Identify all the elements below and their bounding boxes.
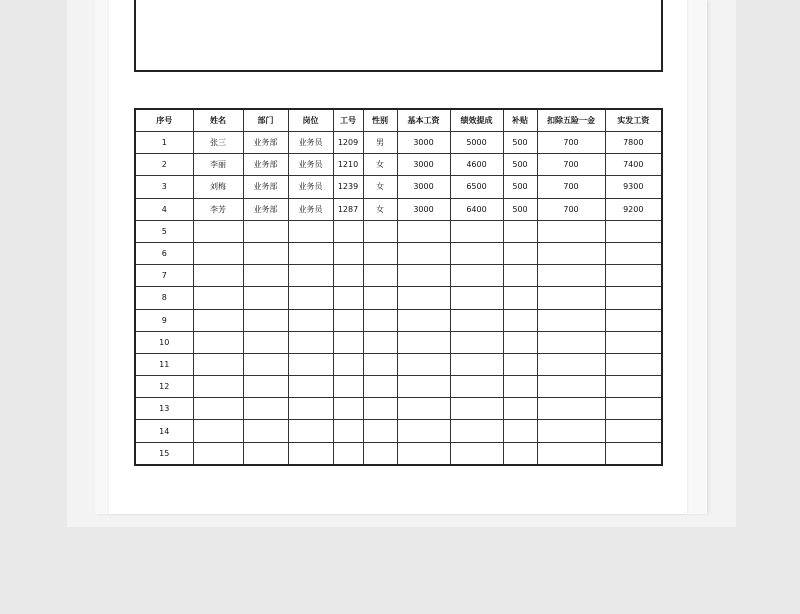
table-cell: 10 [135,331,193,353]
table-cell [288,442,333,465]
table-cell [537,398,605,420]
table-cell [503,420,537,442]
table-row [135,442,662,465]
table-cell [397,353,450,375]
table-cell: 3000 [397,132,450,154]
table-cell [193,353,243,375]
table-cell: 男 [363,132,397,154]
table-cell: 12 [135,376,193,398]
table-row [135,287,662,309]
table-body [135,132,662,466]
table-cell [288,265,333,287]
table-cell [288,353,333,375]
table-cell [503,331,537,353]
table-cell: 1209 [333,132,363,154]
header-cell: 姓名 [193,109,243,132]
table-cell [537,331,605,353]
table-cell [193,442,243,465]
table-cell [605,376,662,398]
table-cell: 张三 [193,132,243,154]
table-cell [537,265,605,287]
table-cell [397,287,450,309]
table-cell: 李丽 [193,154,243,176]
table-cell [450,265,503,287]
table-cell [333,220,363,242]
table-row [135,132,662,154]
table-cell: 11 [135,353,193,375]
table-cell [537,220,605,242]
table-row [135,420,662,442]
table-cell: 13 [135,398,193,420]
table-row [135,265,662,287]
table-cell [193,398,243,420]
table-cell [503,242,537,264]
table-cell [450,309,503,331]
table-cell: 14 [135,420,193,442]
table-cell [397,398,450,420]
table-cell [333,398,363,420]
table-row [135,353,662,375]
table-cell [537,353,605,375]
salary-table [134,108,663,466]
table-cell [450,331,503,353]
table-cell [243,376,288,398]
table-cell [605,420,662,442]
table-cell [537,287,605,309]
table-cell [450,287,503,309]
table-cell [288,220,333,242]
table-cell: 业务部 [243,176,288,198]
table-cell: 6 [135,242,193,264]
header-cell: 扣除五险一金 [537,109,605,132]
table-cell [363,398,397,420]
table-cell: 4600 [450,154,503,176]
table-cell: 7400 [605,154,662,176]
table-cell: 6400 [450,198,503,220]
table-row [135,242,662,264]
table-cell [450,242,503,264]
table-cell: 业务部 [243,154,288,176]
table-cell: 业务员 [288,132,333,154]
table-cell [243,398,288,420]
table-row [135,220,662,242]
table-cell [397,376,450,398]
table-cell [288,420,333,442]
table-cell [503,442,537,465]
table-cell: 700 [537,198,605,220]
table-cell: 500 [503,132,537,154]
table-cell [363,376,397,398]
table-cell [363,420,397,442]
table-cell: 业务员 [288,176,333,198]
table-cell: 15 [135,442,193,465]
table-cell [288,287,333,309]
table-cell: 1210 [333,154,363,176]
header-cell: 性别 [363,109,397,132]
table-cell: 3000 [397,154,450,176]
table-cell [333,265,363,287]
table-row [135,376,662,398]
table-cell [503,287,537,309]
table-cell [333,242,363,264]
table-cell [288,376,333,398]
table-cell [243,353,288,375]
table-cell [333,376,363,398]
table-row [135,198,662,220]
table-cell [288,309,333,331]
table-cell [363,353,397,375]
table-cell [333,287,363,309]
table-cell [450,353,503,375]
table-cell: 1 [135,132,193,154]
table-cell [363,287,397,309]
table-cell [450,398,503,420]
table-cell: 8 [135,287,193,309]
table-cell: 500 [503,198,537,220]
header-box [134,0,663,72]
table-cell [503,265,537,287]
table-cell [397,442,450,465]
table-cell [605,220,662,242]
table-cell [193,220,243,242]
table-cell [243,265,288,287]
table-cell [503,220,537,242]
table-cell: 5000 [450,132,503,154]
table-cell [450,420,503,442]
table-cell [363,220,397,242]
header-cell: 实发工资 [605,109,662,132]
table-cell [537,242,605,264]
table-cell: 7800 [605,132,662,154]
table-cell [243,331,288,353]
table-cell [363,442,397,465]
header-cell: 岗位 [288,109,333,132]
table-cell [503,353,537,375]
table-cell [605,265,662,287]
table-cell: 500 [503,154,537,176]
header-cell: 绩效提成 [450,109,503,132]
table-cell [363,265,397,287]
table-cell [288,331,333,353]
table-cell [363,242,397,264]
table-cell [503,398,537,420]
table-cell: 3 [135,176,193,198]
table-cell [193,376,243,398]
table-cell [537,309,605,331]
table-cell [605,309,662,331]
table-cell [243,220,288,242]
table-cell [605,398,662,420]
table-cell [193,242,243,264]
table-cell: 3000 [397,176,450,198]
table-cell [243,420,288,442]
table-cell [397,242,450,264]
table-header-row [135,109,662,132]
table-cell: 业务员 [288,154,333,176]
table-cell: 9300 [605,176,662,198]
header-cell: 工号 [333,109,363,132]
table-cell [397,265,450,287]
table-cell [605,353,662,375]
table-cell [243,442,288,465]
table-cell: 李芳 [193,198,243,220]
table-cell [450,442,503,465]
table-cell [193,331,243,353]
header-cell: 部门 [243,109,288,132]
table-cell: 9200 [605,198,662,220]
table-cell [397,220,450,242]
table-cell [537,420,605,442]
table-cell [503,376,537,398]
table-cell [450,376,503,398]
table-cell: 1239 [333,176,363,198]
table-cell [333,309,363,331]
table-cell [243,242,288,264]
table-cell: 女 [363,198,397,220]
table-cell [605,287,662,309]
table-cell: 女 [363,176,397,198]
table-cell: 5 [135,220,193,242]
table-cell [288,398,333,420]
header-cell: 基本工资 [397,109,450,132]
table-cell [363,331,397,353]
table-cell: 1287 [333,198,363,220]
table-cell [333,331,363,353]
table-cell [537,376,605,398]
table-cell [288,242,333,264]
header-cell: 补贴 [503,109,537,132]
table-cell: 500 [503,176,537,198]
table-cell [397,420,450,442]
table-cell [605,442,662,465]
table-cell: 700 [537,154,605,176]
table-cell: 700 [537,176,605,198]
table-cell [243,287,288,309]
table-row [135,176,662,198]
table-cell: 刘梅 [193,176,243,198]
table-cell [397,331,450,353]
table-cell: 业务员 [288,198,333,220]
table-cell [363,309,397,331]
table-cell: 9 [135,309,193,331]
table-row [135,309,662,331]
table-cell [333,353,363,375]
table-cell: 7 [135,265,193,287]
table-row [135,398,662,420]
table-cell [450,220,503,242]
table-cell: 700 [537,132,605,154]
table-cell: 业务部 [243,198,288,220]
header-cell: 序号 [135,109,193,132]
table-cell [193,420,243,442]
table-cell [605,242,662,264]
table-cell [333,442,363,465]
table-row [135,331,662,353]
table-cell [397,309,450,331]
table-cell [193,287,243,309]
table-row [135,154,662,176]
table-cell [193,309,243,331]
table-cell: 业务部 [243,132,288,154]
table-cell: 2 [135,154,193,176]
table-cell: 3000 [397,198,450,220]
table-cell: 4 [135,198,193,220]
table-cell: 6500 [450,176,503,198]
table-cell [605,331,662,353]
table-cell [333,420,363,442]
table-cell [537,442,605,465]
table-cell [193,265,243,287]
table-cell [503,309,537,331]
table-cell: 女 [363,154,397,176]
table-cell [243,309,288,331]
